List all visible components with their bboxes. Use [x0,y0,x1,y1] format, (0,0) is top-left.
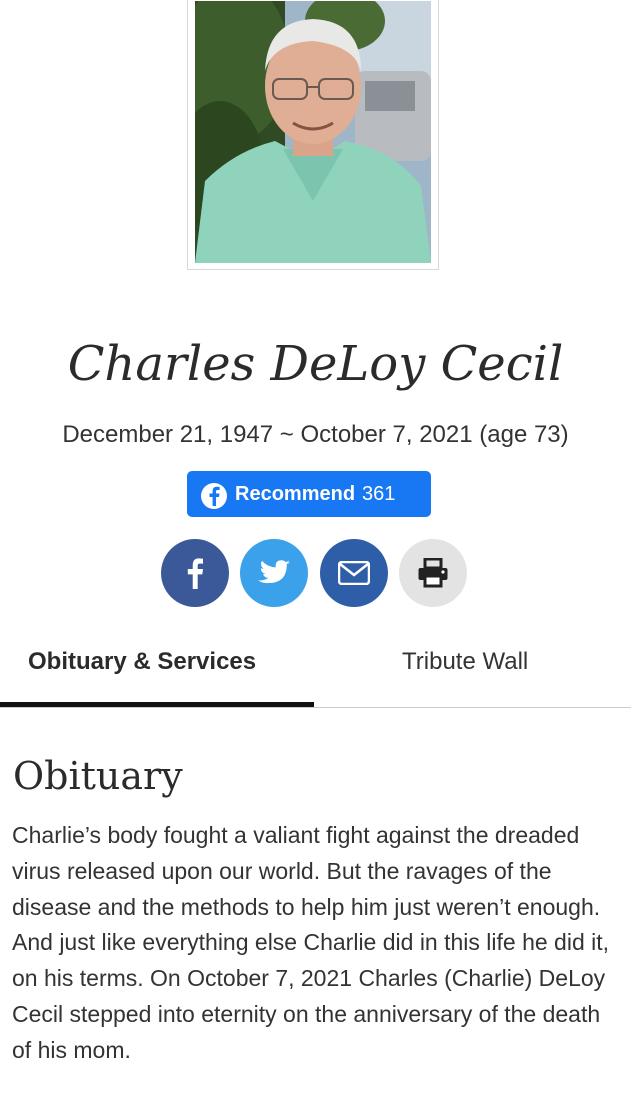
recommend-label: Recommend [235,482,356,505]
tab-tribute-wall[interactable]: Tribute Wall [402,648,529,675]
recommend-count: 361 [362,482,396,505]
share-email-button[interactable] [320,539,388,607]
obituary-text: Charlie’s body fought a valiant fight against the dreaded virus released upon our world. But the ravages of the disease and the methods to help him just weren’t enough. And just like everything else Charlie did in this life he did it, on his terms. On October 7, 2021 Charles (Charlie) DeLoy Cecil stepped into eternity on the anniversary of the death of his mom. [12,822,610,1063]
share-twitter-button[interactable] [240,539,308,607]
tab-divider [0,707,631,708]
life-dates: December 21, 1947 ~ October 7, 2021 (age 73) [62,421,569,448]
email-icon [338,561,370,585]
print-button[interactable] [399,539,467,607]
print-icon [417,558,449,588]
facebook-icon [185,557,205,589]
active-tab-indicator [0,702,314,707]
twitter-icon [258,559,290,587]
share-facebook-button[interactable] [161,539,229,607]
portrait-photo [195,1,431,263]
portrait-frame [187,0,439,270]
deceased-name: Charles DeLoy Cecil [67,336,564,392]
facebook-recommend-button[interactable] [187,471,431,517]
section-title: Obituary [13,754,183,798]
tab-obituary-services[interactable]: Obituary & Services [28,648,257,675]
facebook-icon [201,483,227,509]
